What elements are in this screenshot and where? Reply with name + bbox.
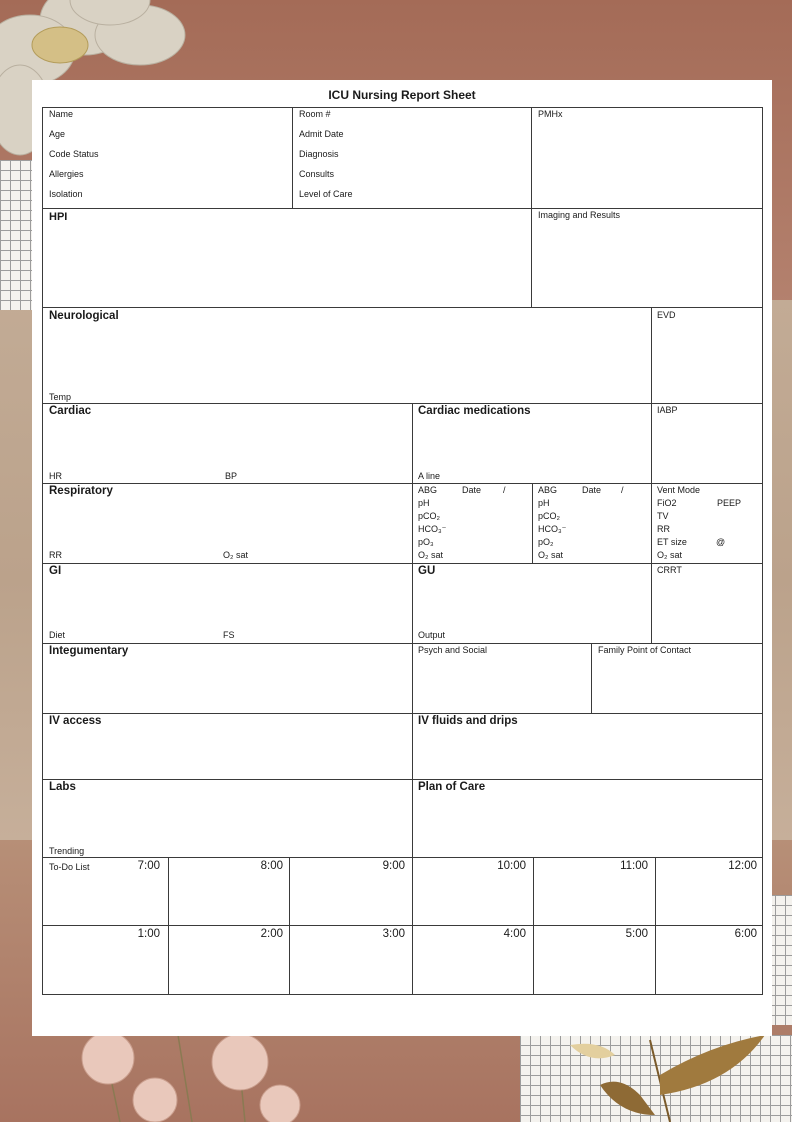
imaging-results-label: Imaging and Results (538, 210, 621, 220)
integumentary-heading: Integumentary (49, 645, 129, 657)
tv-label: TV (657, 511, 669, 521)
time-slot-6: 6:00 (734, 928, 757, 940)
vent-o2-sat-label: O₂ sat (657, 550, 683, 560)
diet-label: Diet (49, 630, 66, 640)
room-field-label: Room # (299, 109, 331, 119)
dried-leaves-icon (560, 1035, 792, 1122)
abg1-po2: pO₃ (418, 537, 434, 547)
abg2-date-slash: / (621, 485, 624, 495)
rr-label: RR (49, 550, 62, 560)
iv-fluids-heading: IV fluids and drips (418, 715, 518, 727)
abg2-pco2: pCO₂ (538, 511, 560, 521)
diagnosis-field-label: Diagnosis (299, 149, 339, 159)
abg1-ph: pH (418, 498, 430, 508)
crrt-label: CRRT (657, 565, 682, 575)
allergies-field-label: Allergies (49, 169, 84, 179)
pmhx-label: PMHx (538, 109, 563, 119)
psych-social-label: Psych and Social (418, 645, 488, 655)
time-slot-2: 2:00 (260, 928, 283, 940)
abg2-label: ABG (538, 485, 558, 495)
time-slot-4: 4:00 (503, 928, 526, 940)
temp-label: Temp (49, 392, 72, 402)
pressed-flowers-icon (60, 1030, 320, 1122)
labs-heading: Labs (49, 781, 76, 793)
iabp-label: IABP (657, 405, 678, 415)
fs-label: FS (223, 630, 235, 640)
level-of-care-field-label: Level of Care (299, 189, 353, 199)
todo-list-label: To-Do List (49, 862, 90, 872)
hr-label: HR (49, 471, 62, 481)
abg1-date-label: Date (462, 485, 482, 495)
time-slot-7: 7:00 (137, 860, 160, 872)
trending-label: Trending (49, 846, 85, 856)
family-contact-label: Family Point of Contact (598, 645, 692, 655)
name-field-label: Name (49, 109, 74, 119)
time-slot-11: 11:00 (620, 860, 648, 872)
isolation-field-label: Isolation (49, 189, 83, 199)
evd-label: EVD (657, 310, 676, 320)
plan-of-care-heading: Plan of Care (418, 781, 486, 793)
time-slot-12: 12:00 (728, 860, 757, 872)
abg1-pco2: pCO₂ (418, 511, 440, 521)
output-label: Output (418, 630, 446, 640)
abg2-o2-sat: O₂ sat (538, 550, 564, 560)
a-line-label: A line (418, 471, 441, 481)
consults-field-label: Consults (299, 169, 335, 179)
abg1-o2-sat: O₂ sat (418, 550, 444, 560)
age-field-label: Age (49, 129, 66, 139)
time-slot-8: 8:00 (260, 860, 283, 872)
iv-access-heading: IV access (49, 715, 102, 727)
time-slot-5: 5:00 (625, 928, 648, 940)
peep-label: PEEP (717, 498, 742, 508)
abg2-ph: pH (538, 498, 550, 508)
cardiac-medications-heading: Cardiac medications (418, 405, 531, 417)
time-slot-3: 3:00 (382, 928, 405, 940)
neurological-heading: Neurological (49, 310, 119, 322)
gu-heading: GU (418, 565, 436, 577)
admit-date-field-label: Admit Date (299, 129, 344, 139)
abg1-date-slash: / (503, 485, 506, 495)
et-at-label: @ (716, 537, 726, 547)
respiratory-heading: Respiratory (49, 485, 113, 497)
vent-mode-label: Vent Mode (657, 485, 701, 495)
time-slot-9: 9:00 (382, 860, 405, 872)
abg1-label: ABG (418, 485, 438, 495)
report-form (42, 107, 763, 995)
page-title: ICU Nursing Report Sheet (328, 88, 476, 102)
vent-rr-label: RR (657, 524, 670, 534)
abg2-po2: pO₂ (538, 537, 554, 547)
time-slot-10: 10:00 (497, 860, 526, 872)
time-slot-1: 1:00 (137, 928, 160, 940)
hpi-heading: HPI (49, 211, 68, 223)
gi-heading: GI (49, 565, 62, 577)
o2-sat-label: O₂ sat (223, 550, 249, 560)
abg1-hco3: HCO₃⁻ (418, 524, 447, 534)
et-size-label: ET size (657, 537, 687, 547)
code-status-field-label: Code Status (49, 149, 99, 159)
cardiac-heading: Cardiac (49, 405, 92, 417)
fio2-label: FiO2 (657, 498, 677, 508)
abg2-hco3: HCO₃⁻ (538, 524, 567, 534)
bp-label: BP (225, 471, 238, 481)
abg2-date-label: Date (582, 485, 602, 495)
